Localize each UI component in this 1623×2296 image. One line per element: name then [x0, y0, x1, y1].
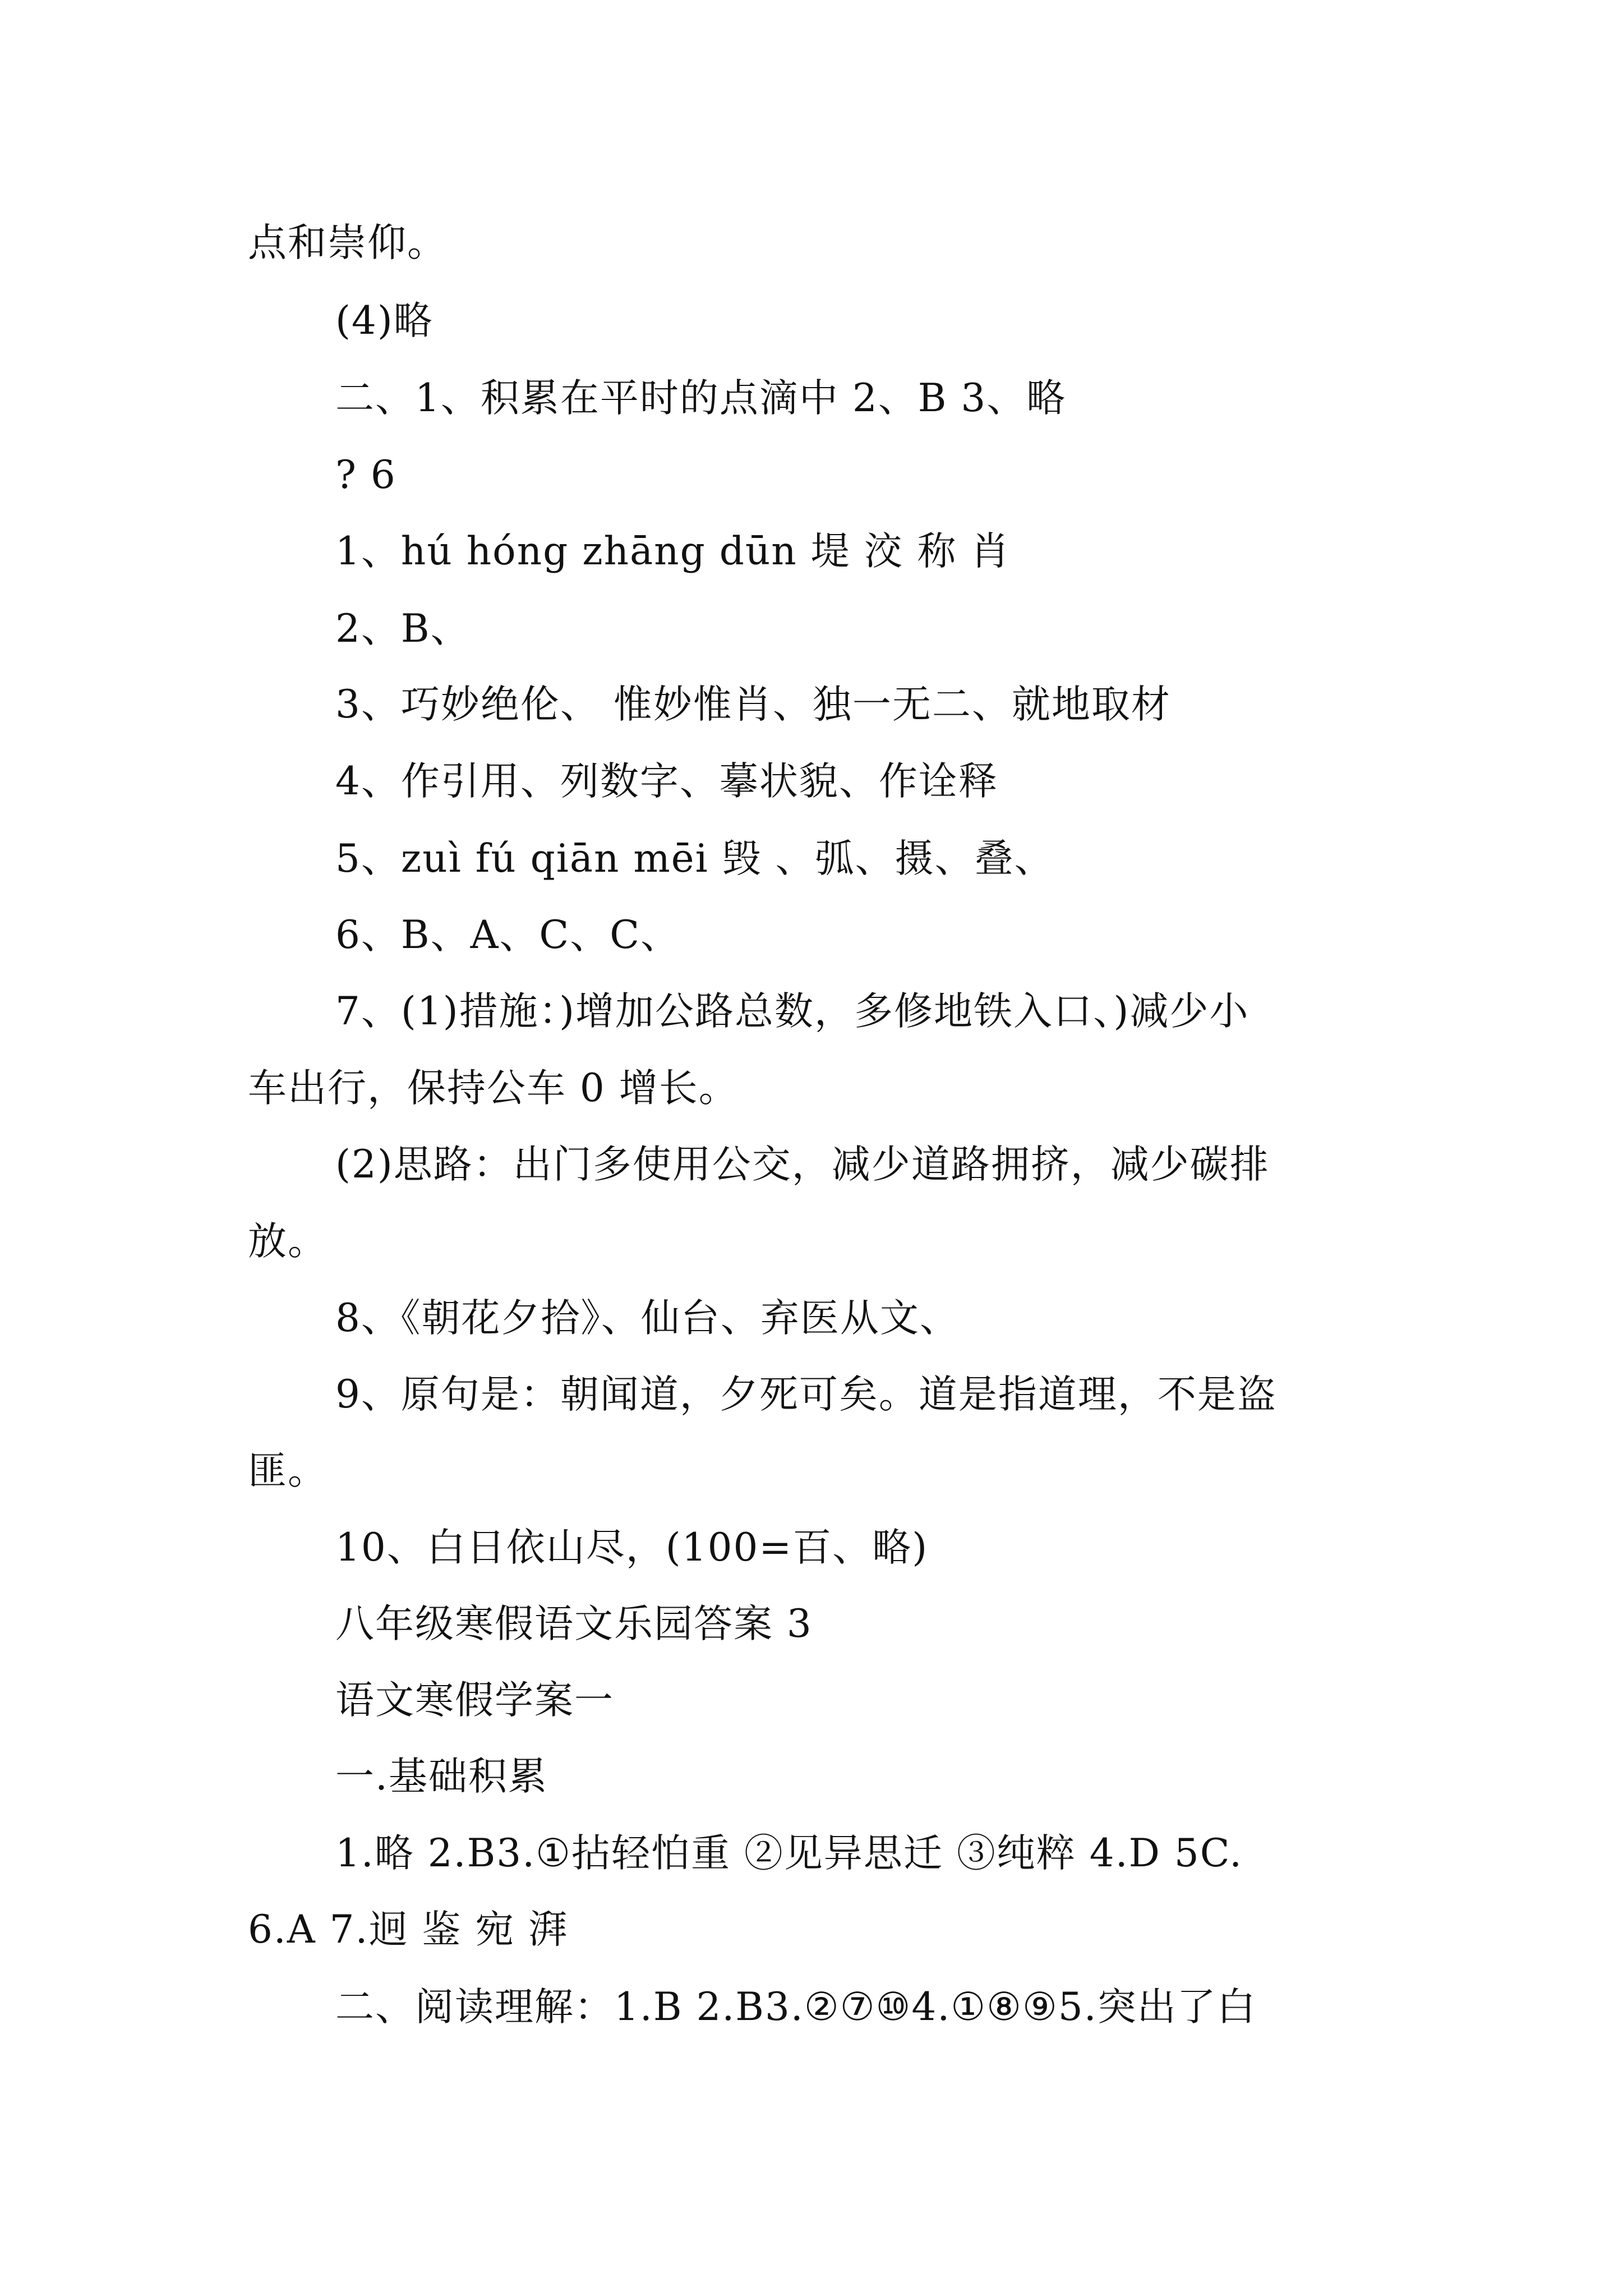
text-line: 5、zuì fú qiān mēi 毁 、弧、摄、叠、	[335, 836, 1054, 881]
text-line: 6、B、A、C、C、	[335, 913, 681, 958]
text-line: 匪。	[248, 1448, 328, 1493]
text-line: 八年级寒假语文乐园答案 3	[335, 1602, 813, 1646]
text-line: 放。	[248, 1219, 328, 1264]
text-line: 9、原句是：朝闻道，夕死可矣。道是指道理，不是盗	[335, 1372, 1277, 1417]
text-line: (2)思路：出门多使用公交，减少道路拥挤，减少碳排	[335, 1142, 1270, 1187]
text-line: 10、白日依山尽，(100=百、略)	[335, 1525, 929, 1570]
text-line: 1、hú hóng zhāng dūn 堤 洨 称 肖	[335, 529, 1011, 574]
text-line: 6.A 7.迥 鉴 宛 湃	[248, 1907, 569, 1952]
text-line: 一.基础积累	[335, 1754, 548, 1799]
text-line: 7、(1)措施：)增加公路总数，多修地铁入口、)减少小	[335, 989, 1249, 1034]
text-line: 车出行，保持公车 0 增长。	[248, 1066, 739, 1111]
text-line: 二、阅读理解：1.B 2.B3.②⑦⑩4.①⑧⑨5.突出了白	[335, 1985, 1257, 2030]
text-line: 二、1、积累在平时的点滴中 2、B 3、略	[335, 376, 1067, 421]
text-line: 点和崇仰。	[248, 220, 447, 265]
text-line: 语文寒假学案一	[335, 1678, 614, 1723]
text-line: ? 6	[335, 453, 396, 498]
text-line: 2、B、	[335, 606, 471, 651]
text-line: 4、作引用、列数字、摹状貌、作诠释	[335, 759, 998, 804]
text-line: (4)略	[335, 298, 434, 343]
text-line: 8、《朝花夕拾》、仙台、弃医从文、	[335, 1296, 960, 1341]
text-line: 3、巧妙绝伦、 惟妙惟肖、独一无二、就地取材	[335, 682, 1171, 727]
text-line: 1.略 2.B3.①拈轻怕重 ②见异思迁 ③纯粹 4.D 5C.	[335, 1831, 1243, 1876]
